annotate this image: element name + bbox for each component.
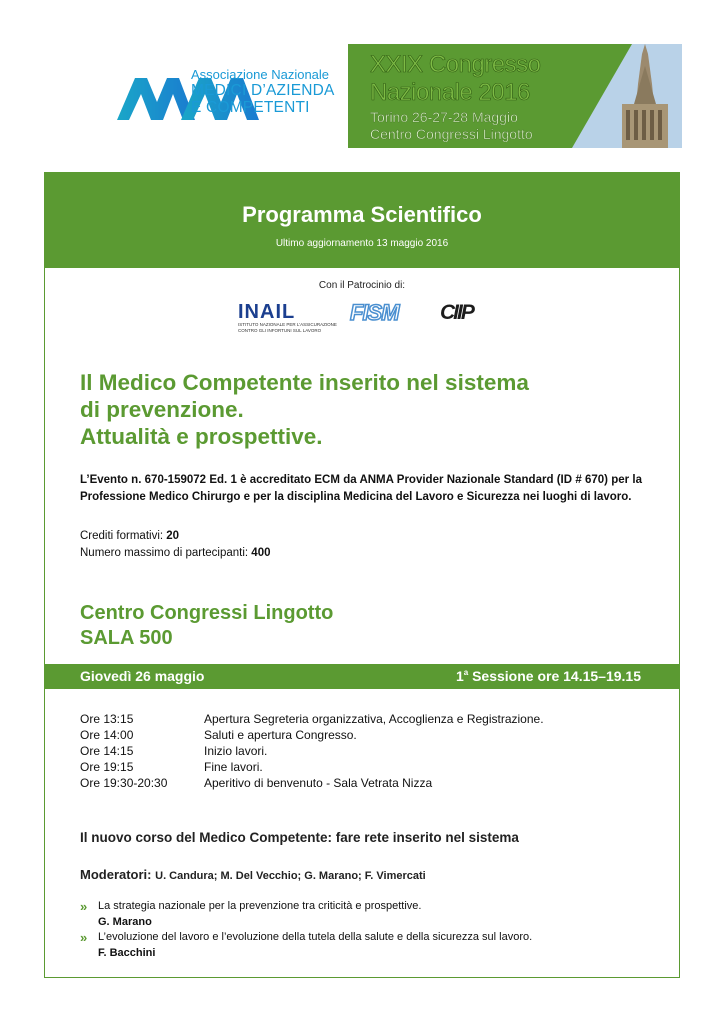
association-line1: Associazione Nazionale xyxy=(191,67,330,82)
talk-speaker: G. Marano xyxy=(98,915,152,928)
moderators-names: U. Candura; M. Del Vecchio; G. Marano; F. Vimercati xyxy=(155,870,426,882)
patronage-label: Con il Patrocinio di: xyxy=(318,280,406,291)
day-label: Giovedì 26 maggio xyxy=(80,668,205,684)
venue-heading xyxy=(80,601,333,651)
moderators-label: Moderatori: xyxy=(80,867,156,882)
program-frame xyxy=(44,172,680,978)
schedule-text: Aperitivo di benvenuto - Sala Vetrata Nizza xyxy=(204,776,433,790)
inail-subtitle-2: CONTRO GLI INFORTUNI SUL LAVORO xyxy=(238,328,322,333)
schedule-row xyxy=(80,727,544,743)
talk-item xyxy=(80,899,660,915)
banner-venue: Centro Congressi Lingotto xyxy=(370,126,533,142)
event-title-line3: Attualità e prospettive. xyxy=(80,424,323,449)
max-participants-value: 400 xyxy=(251,546,271,559)
schedule-text: Inizio lavori. xyxy=(204,744,268,758)
fism-logo xyxy=(350,300,399,326)
max-participants-label: Numero massimo di partecipanti: xyxy=(80,546,252,559)
talk-title: La strategia nazionale per la prevenzione tra criticità e prospettive. xyxy=(98,900,422,912)
inail-subtitle-1: ISTITUTO NAZIONALE PER L’ASSICURAZIONE xyxy=(238,322,337,327)
schedule-time: Ore 14:15 xyxy=(80,744,134,758)
last-update: Ultimo aggiornamento 13 maggio 2016 xyxy=(275,238,449,249)
session-ordinal: a xyxy=(463,668,469,677)
schedule-time: Ore 13:15 xyxy=(80,712,134,726)
schedule-text: Saluti e apertura Congresso. xyxy=(204,728,357,742)
program-title: Programma Scientifico xyxy=(242,202,482,227)
association-name xyxy=(191,67,335,116)
schedule-text: Fine lavori. xyxy=(204,760,263,774)
ecm-accreditation: L’Evento n. 670-159072 Ed. 1 è accreditato ECM da ANMA Provider Nazionale Standard (ID # 670) per la Professione Medico Chirurgo e per la disciplina Medicina del Lavoro e Sicurezza nei luoghi di lavoro. xyxy=(80,474,642,503)
association-line3: E COMPETENTI xyxy=(191,99,310,116)
schedule-time: Ore 19:30-20:30 xyxy=(80,776,168,790)
event-title-line2: di prevenzione. xyxy=(80,397,244,422)
banner-dates: Torino 26-27-28 Maggio xyxy=(370,109,518,125)
schedule-time: Ore 14:00 xyxy=(80,728,134,742)
banner-title-line2: Nazionale 2016 xyxy=(370,79,530,106)
talks-list xyxy=(80,899,660,961)
mole-antonelliana-icon xyxy=(572,44,682,148)
ciip-logo-text: CIIP xyxy=(440,301,473,324)
schedule-row xyxy=(80,743,544,759)
moderators xyxy=(80,867,426,882)
schedule-row xyxy=(80,775,544,791)
bullet-icon: » xyxy=(80,899,88,914)
schedule-time: Ore 19:15 xyxy=(80,760,134,774)
banner-title-line1: XXIX Congresso xyxy=(370,51,541,78)
event-title xyxy=(80,369,660,450)
talk-title: L’evoluzione del lavoro e l’evoluzione della tutela della salute e della sicurezza sul lavoro. xyxy=(98,931,533,943)
schedule-text: Apertura Segreteria organizzativa, Accoglienza e Registrazione. xyxy=(204,712,544,726)
congress-banner xyxy=(348,44,682,148)
session-text: Sessione ore 14.15–19.15 xyxy=(468,668,641,684)
talk-speaker: F. Bacchini xyxy=(98,946,156,959)
credits-label: Crediti formativi: xyxy=(80,530,167,542)
schedule-row xyxy=(80,759,544,775)
venue-line1: Centro Congressi Lingotto xyxy=(80,602,334,624)
ciip-logo xyxy=(440,301,473,325)
inail-logo-text: INAIL xyxy=(238,301,296,323)
bullet-icon: » xyxy=(80,930,88,945)
fism-logo-text: FISM xyxy=(350,300,399,325)
session-title: Il nuovo corso del Medico Competente: fare rete inserito nel sistema xyxy=(80,830,519,845)
schedule xyxy=(80,711,544,791)
talk-item xyxy=(80,930,660,946)
credits-block xyxy=(80,528,270,561)
session-time xyxy=(456,668,641,684)
session-number: 1 xyxy=(455,668,464,684)
credits-value: 20 xyxy=(166,530,180,542)
event-title-line1: Il Medico Competente inserito nel sistema xyxy=(80,370,529,395)
schedule-row xyxy=(80,711,544,727)
venue-line2: SALA 500 xyxy=(80,627,173,649)
association-line2: MEDICI D’AZIENDA xyxy=(191,82,335,99)
inail-logo xyxy=(238,302,342,338)
